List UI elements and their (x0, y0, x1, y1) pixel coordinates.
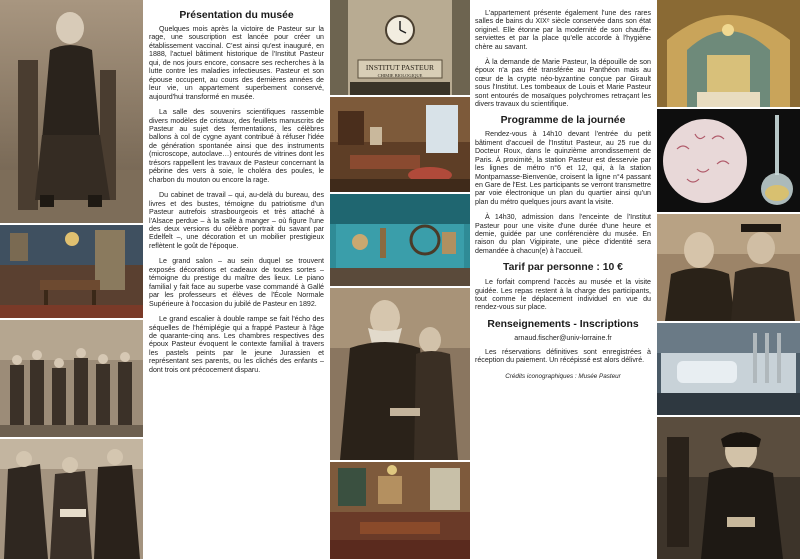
tarif-paragraph: Le forfait comprend l'accès au musée et la visite guidée. Les repas restent à la charge des participants, tout comme le déplacement individuel en vue du rendez-vous sur place. (475, 278, 651, 312)
presentation-paragraph: Le grand escalier à double rampe se fait l'écho des séquelles de l'hémiplégie qui a frappé Pasteur à l'âge de quarante-cinq ans. Les chambres respectives des époux Pasteur évoquent le contexte familial à travers les pastels peints par le jeune Jurassien et représentant ses parents, ou les clichés des enfants – dont trois ont précocement disparu. (149, 315, 324, 374)
photo-family-group (0, 320, 143, 437)
photo-pasteur-with-grandchild (330, 288, 470, 460)
photo-bathroom (657, 323, 800, 415)
photo-crypt-mosaics (657, 0, 800, 107)
photo-grand-salon (330, 462, 470, 559)
photo-institut-facade (330, 0, 470, 95)
photo-study-room (330, 97, 470, 192)
presentation-paragraph: La salle des souvenirs scientifiques rassemble divers modèles de cristaux, des feuillets manuscrits de Pasteur au sujet des fermentations, les célèbres ballons à col de cygne ayant contribué à réfuser l'idée de génération spontanée ainsi que des instruments (microscope, autoclave…) entourés de vitrines dont les trésors rappellent les travaux de Pasteur concernant la pébrine des vers à soie, le choléra des poules, le charbon du mouton ou encore la rage. (149, 108, 324, 184)
programme-title: Programme de la journée (500, 115, 626, 127)
tarif-title: Tarif par personne : 10 € (503, 262, 623, 274)
appartement-paragraph: À la demande de Marie Pasteur, la dépouille de son époux n'a pas été transférée au Panthéon mais au cœur de la crypte néo-byzantine conçue par Girault sous l'Institut. Les tombeaux de Louis et Marie Pasteur sont entourés de mosaïques polychromes retraçant les divers travaux du scientifique. (475, 58, 651, 109)
presentation-column (145, 0, 328, 559)
presentation-paragraph: Le grand salon – au sein duquel se trouvent exposés décorations et cadeaux de toutes sortes – témoigne du prestige du maître des lieux. Le piano familial y fait face au superbe vase commandé à Gallé par les professeurs et élèves de l'École Normale Supérieure à l'occasion du jubilé de Pasteur en 1892. (149, 257, 324, 308)
contact-email[interactable]: arnaud.fischer@univ-lorraine.fr (514, 333, 612, 342)
appartement-paragraph: L'appartement présente également l'une des rares salles de bains du XIXᵉ siècle conservée dans son état originel. Elle étonne par la modernité de son chauffe-serviettes et par la place qu'elle accorde à l'hygiène chère au savant. (475, 9, 651, 51)
renseignements-title: Renseignements - Inscriptions (487, 318, 639, 330)
programme-column (471, 0, 655, 559)
presentation-paragraph: Quelques mois après la victoire de Pasteur sur la rage, une souscription est lancée pour créer un établissement vaccinal. C'est ainsi qu'est inauguré, en 1888, l'actuel bâtiment historique de l'Institut Pasteur qui, de nos jours encore, consacre ses recherches à la lutte contre les maladies infectieuses. Pasteur et son épouse occupent, au cours des dernières années de leur vie, un appartement superbement conservé, aujourd'hui transformé en musée. (149, 25, 324, 101)
photo-vaccination-scene (0, 439, 143, 559)
photo-scientific-vitrine (330, 194, 470, 286)
renseignements-paragraph: Les réservations définitives sont enregistrées à réception du paiement. Un récépissé est alors délivré. (475, 347, 651, 365)
facade-sign-line2: CHIMIE BIOLOGIQUE (377, 73, 423, 78)
photo-pasteur-two-men (657, 214, 800, 321)
presentation-paragraph: Du cabinet de travail – qui, au-delà du bureau, des livres et des bustes, témoigne du patriotisme d'un Pasteur autrefois strasbourgeois et très attaché à l'Alsace perdue – à la salle à manger – où figure l'une des deux versions du célèbre portrait du savant par Edelfelt –, une décoration et un mobilier prestigieux reflètent le goût de l'époque. (149, 191, 324, 250)
facade-sign-line1: INSTITUT PASTEUR (365, 63, 435, 72)
photo-dining-room (0, 225, 143, 318)
photo-marie-pasteur-portrait (657, 417, 800, 559)
programme-paragraph: À 14h30, admission dans l'enceinte de l'Institut Pasteur pour une visite d'une durée d'une heure et demie, guidée par une conférencière du musée. En raison du plan Vigipirate, une pièce d'identité sera demandée à chacun(e) à l'accueil. (475, 213, 651, 255)
presentation-title: Présentation du musée (179, 10, 294, 21)
photo-microscope-and-flask (657, 109, 800, 212)
programme-paragraph: Rendez-vous à 14h10 devant l'entrée du petit bâtiment d'accueil de l'Institut Pasteur, au 25 rue du Docteur Roux, dans le quinzième arrondissement de Paris. À proximité, la station Pasteur est desservie par les lignes de métro n°6 et 12, qui, à la station Montparnasse-Bienvenüe, croisent la ligne n°4 passant en Gare de l'Est. Les participants se verront transmettre par voie électronique un plan du quartier ainsi qu'un plan du métro quelques jours avant la visite. (475, 130, 651, 206)
photo-pasteur-seated-portrait (0, 0, 143, 223)
image-credits: Crédits iconographiques : Musée Pasteur (505, 372, 621, 380)
